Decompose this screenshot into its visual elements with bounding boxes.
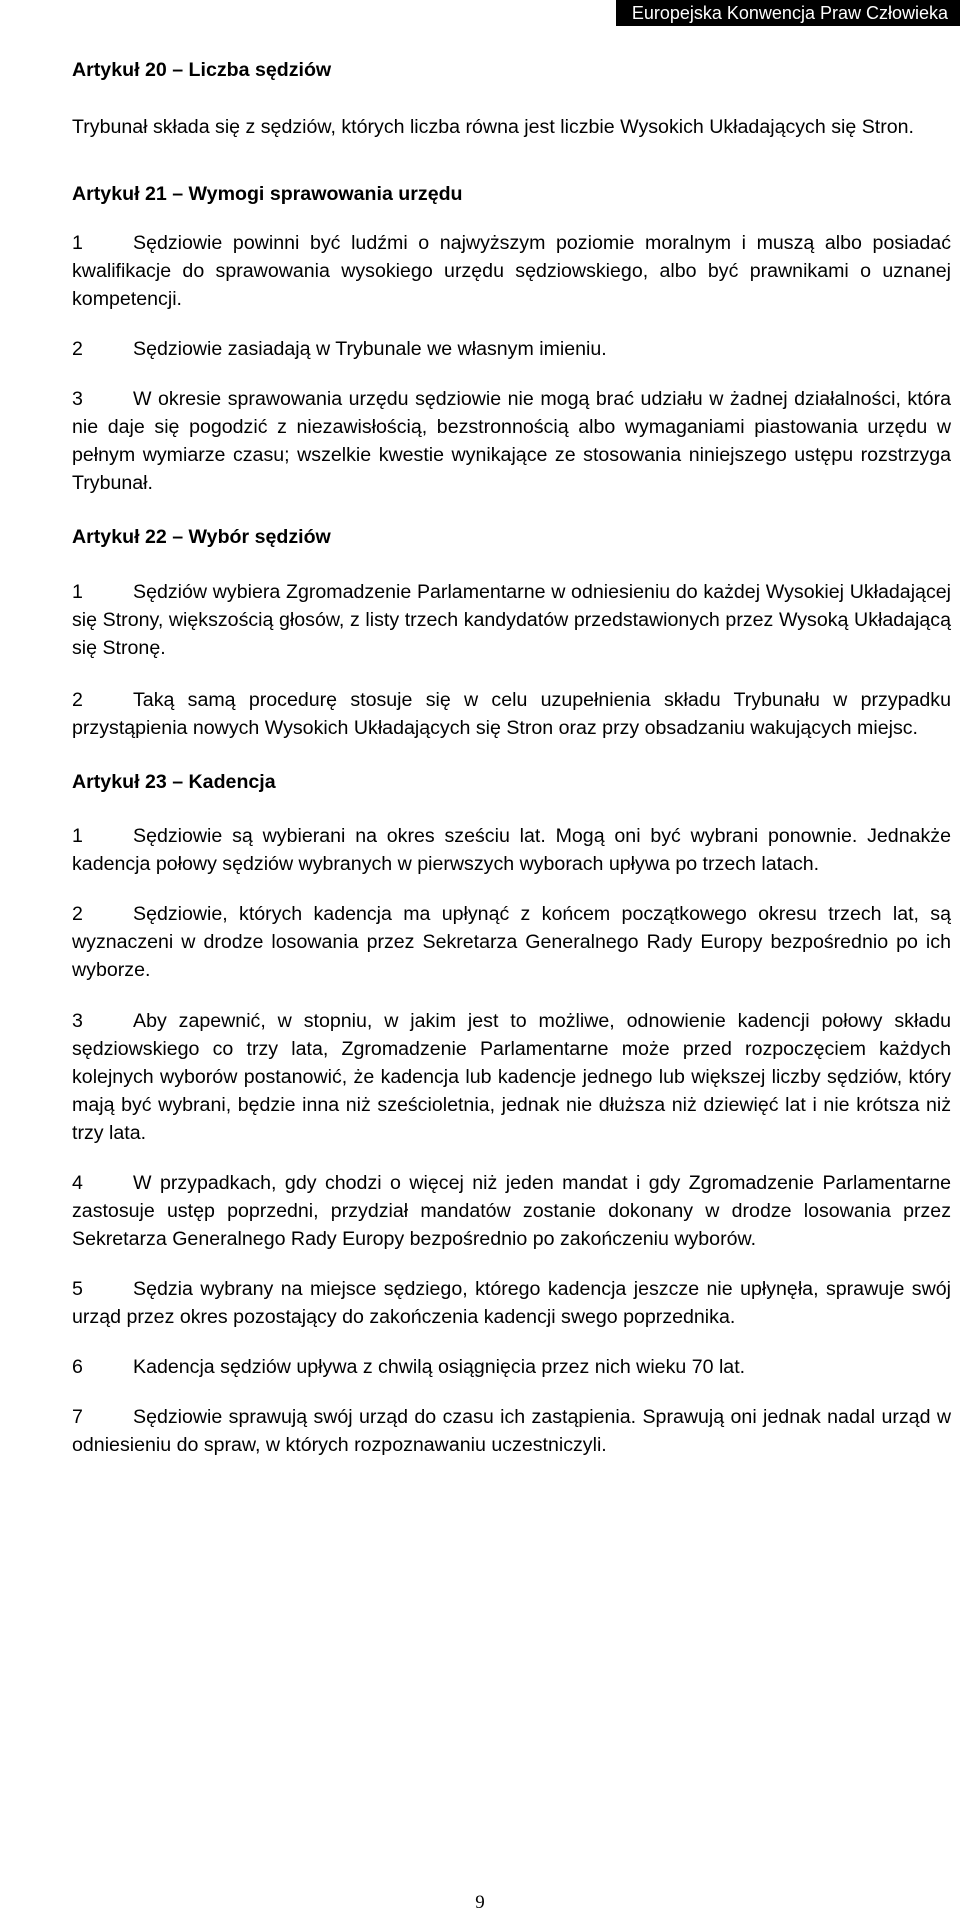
paragraph-text: W okresie sprawowania urzędu sędziowie nie mogą brać udziału w żadnej działalności, która nie daje się pogodzić z niezawisłością, bezstronnością albo wymaganiami piastowania urzędu w pełnym wymiarze czasu; wszelkie kwestie wynikające ze stosowania niniejszego ustępu rozstrzyga Trybunał. [72, 388, 951, 494]
document-title: Europejska Konwencja Praw Człowieka [616, 0, 960, 26]
article-22-heading: Artykuł 22 – Wybór sędziów [72, 526, 331, 548]
paragraph-number: 1 [72, 825, 83, 847]
article-23-paragraph-1 [72, 822, 951, 878]
paragraph-number: 1 [72, 581, 83, 603]
paragraph-text: Aby zapewnić, w stopniu, w jakim jest to możliwe, odnowienie kadencji połowy składu sędziowskiego co trzy lata, Zgromadzenie Parlamentarne może przed rozpoczęciem każdych kolejnych wyborów postanowić, że kadencja lub kadencje jednego lub większej liczby sędziów, który mają być wybrani, będzie inna niż sześcioletnia, jednak nie dłuższa niż dziewięć lat i nie krótsza niż trzy lata. [72, 1010, 951, 1144]
running-header [0, 0, 960, 26]
article-23-heading: Artykuł 23 – Kadencja [72, 771, 276, 793]
paragraph-text: Sędziowie sprawują swój urząd do czasu ich zastąpienia. Sprawują oni jednak nadal urząd w odniesieniu do spraw, w których rozpoznawaniu uczestniczyli. [72, 1406, 951, 1456]
paragraph-text: Kadencja sędziów upływa z chwilą osiągnięcia przez nich wieku 70 lat. [133, 1356, 746, 1378]
paragraph-text: Sędziów wybiera Zgromadzenie Parlamentarne w odniesieniu do każdej Wysokiej Układającej się Strony, większością głosów, z listy trzech kandydatów przedstawionych przez Wysoką Układającą się Stronę. [72, 581, 951, 659]
article-23-paragraph-3 [72, 1007, 951, 1147]
paragraph-number: 2 [72, 338, 83, 360]
paragraph-text: Sędziowie, których kadencja ma upłynąć z końcem początkowego okresu trzech lat, są wyznaczeni w drodze losowania przez Sekretarza Generalnego Rady Europy bezpośrednio po ich wyborze. [72, 903, 951, 981]
page-number: 9 [475, 1892, 485, 1913]
article-23-paragraph-7 [72, 1403, 951, 1459]
document-body [72, 56, 951, 1459]
paragraph-number: 1 [72, 232, 83, 254]
article-23-paragraph-5 [72, 1275, 951, 1331]
article-22-paragraph-2 [72, 686, 951, 742]
paragraph-number: 2 [72, 903, 83, 925]
article-21-paragraph-1 [72, 229, 951, 313]
article-23-paragraph-6 [72, 1353, 951, 1381]
paragraph-text: Sędziowie powinni być ludźmi o najwyższym poziomie moralnym i muszą albo posiadać kwalifikacje do sprawowania wysokiego urzędu sędziowskiego, albo być prawnikami o uznanej kompetencji. [72, 232, 951, 310]
paragraph-text: W przypadkach, gdy chodzi o więcej niż jeden mandat i gdy Zgromadzenie Parlamentarne zastosuje ustęp poprzedni, przydział mandatów zostanie dokonany w drodze losowania przez Sekretarza Generalnego Rady Europy bezpośrednio po zakończeniu wyborów. [72, 1172, 951, 1250]
article-22-paragraph-1 [72, 578, 951, 662]
paragraph-number: 3 [72, 1010, 83, 1032]
paragraph-text: Sędziowie zasiadają w Trybunale we własnym imieniu. [133, 338, 607, 360]
paragraph-number: 4 [72, 1172, 83, 1194]
paragraph-text: Sędziowie są wybierani na okres sześciu lat. Mogą oni być wybrani ponownie. Jednakże kadencja połowy sędziów wybranych w pierwszych wyborach upływa po trzech latach. [72, 825, 951, 875]
paragraph-number: 7 [72, 1406, 83, 1428]
paragraph-number: 2 [72, 689, 83, 711]
article-20-heading: Artykuł 20 – Liczba sędziów [72, 59, 332, 81]
article-21-paragraph-2 [72, 335, 951, 363]
article-20-text: Trybunał składa się z sędziów, których liczba równa jest liczbie Wysokich Układających się Stron. [72, 116, 914, 138]
article-23-paragraph-4 [72, 1169, 951, 1253]
paragraph-number: 3 [72, 388, 83, 410]
paragraph-text: Taką samą procedurę stosuje się w celu uzupełnienia składu Trybunału w przypadku przystąpienia nowych Wysokich Układających się Stron oraz przy obsadzaniu wakujących miejsc. [72, 689, 951, 739]
paragraph-text: Sędzia wybrany na miejsce sędziego, którego kadencja jeszcze nie upłynęła, sprawuje swój urząd przez okres pozostający do zakończenia kadencji swego poprzednika. [72, 1278, 951, 1328]
paragraph-number: 6 [72, 1356, 83, 1378]
article-21-paragraph-3 [72, 385, 951, 497]
article-21-heading: Artykuł 21 – Wymogi sprawowania urzędu [72, 183, 463, 205]
paragraph-number: 5 [72, 1278, 83, 1300]
article-23-paragraph-2 [72, 900, 951, 984]
